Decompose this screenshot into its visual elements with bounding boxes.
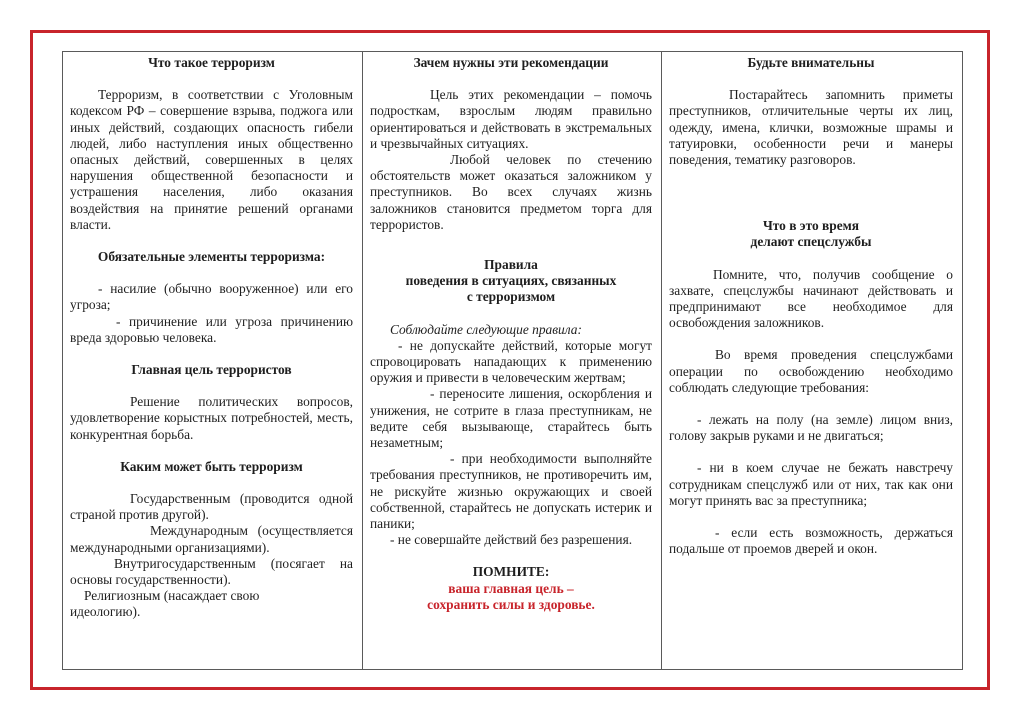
heading-rules-line1: Правила (484, 257, 538, 273)
requirement-lie-down: - лежать на полу (на земле) лицом вниз, голову закрыв руками и не двигаться; (669, 412, 953, 444)
paragraph-terrorism-definition: Терроризм, в соответствии с Уголовным кодексом РФ – совершение взрыва, поджога или иных действий, создающих опасность гибели людей, либо наступления иных общественно опасных действий, совершенных в целях нарушения общественной безопасности и устрашения населения, либо оказания воздействия на принятие решений органами власти. (70, 87, 353, 232)
heading-rules-line3: с терроризмом (466, 289, 556, 305)
type-international: Международным (осуществляется международными организациями). (70, 523, 353, 555)
list-item-harm: - причинение или угроза причинению вреда здоровью человека. (70, 313, 353, 345)
heading-terrorism-types: Каким может быть терроризм (120, 458, 303, 474)
rule-no-unauthorized-actions: - не совершайте действий без разрешения. (390, 532, 633, 548)
heading-what-is-terrorism: Что такое терроризм (148, 55, 275, 70)
column-recommendations (363, 52, 662, 669)
leaflet-table (62, 51, 963, 670)
type-state: Государственным (проводится одной страной против другой). (70, 491, 353, 523)
paragraph-special-services-act: Помните, что, получив сообщение о захвате, спецслужбы начинают действовать и предпринимают все необходимое для освобождения заложников. (669, 266, 953, 331)
paragraph-purpose: Цель этих рекомендации – помочь подросткам, взрослым людям правильно ориентироваться и действовать в экстремальных и чрезвычайных ситуациях. (370, 87, 652, 151)
heading-why-recommendations: Зачем нужны эти рекомендации (413, 55, 609, 70)
requirement-stay-away-openings: - если есть возможность, держаться подальше от проемов дверей и окон. (669, 525, 953, 557)
list-item-violence: - насилие (обычно вооруженное) или его угроза; (70, 281, 353, 313)
heading-rules-line2: поведения в ситуациях, связанных (405, 273, 617, 289)
column-be-attentive (662, 52, 962, 669)
paragraph-remember-features: Постарайтесь запомнить приметы преступников, отличительные черты их лиц, одежду, имена, клички, возможные шрамы и татуировки, особенности речи и манеры поведения, тематику разговоров. (669, 87, 953, 168)
type-domestic: Внутригосударственным (посягает на основы государственности). (70, 555, 353, 588)
rule-no-provocation: - не допускайте действий, которые могут спровоцировать нападающих к применению оружия и привести в человеческим жертвам; (370, 337, 652, 386)
column-what-is-terrorism (63, 52, 363, 669)
paragraph-hostage: Любой человек по стечению обстоятельств может оказаться заложником у преступников. Во всех случаях жизнь заложников становится предметом торга для террористов. (370, 152, 652, 232)
highlight-line2: сохранить силы и здоровье. (427, 596, 595, 612)
heading-mandatory-elements: Обязательные элементы терроризма: (97, 249, 326, 265)
heading-special-services-line2: делают спецслужбы (750, 234, 872, 250)
highlight-line1: ваша главная цель – (448, 580, 574, 596)
type-religious: Религиозным (насаждает свою идеологию). (70, 588, 260, 620)
paragraph-requirements-intro: Во время проведения спецслужбами операции по освобождению необходимо соблюдать следующие требования: (669, 347, 953, 395)
requirement-dont-run: - ни в коем случае не бежать навстречу сотрудникам спецслужб или от них, так как они могут принять вас за преступника; (669, 460, 953, 508)
heading-main-goal: Главная цель террористов (131, 362, 292, 378)
paragraph-main-goal: Решение политических вопросов, удовлетворение корыстных потребностей, месть, конкурентная борьба. (70, 394, 353, 442)
rule-comply: - при необходимости выполняйте требования преступников, не противоречить им, не рискуйте жизнью окружающих и своей собственной, старайтесь не допускать истерик и паники; (370, 451, 652, 532)
heading-remember: ПОМНИТЕ: (472, 564, 550, 580)
heading-be-attentive: Будьте внимательны (747, 55, 875, 70)
rule-endure: - переносите лишения, оскорбления и унижения, не сотрите в глаза преступникам, не ведите себя вызывающе, старайтесь быть незаметным; (370, 386, 652, 451)
heading-special-services-line1: Что в это время (762, 218, 860, 234)
rules-intro: Соблюдайте следующие правила: (390, 321, 582, 337)
